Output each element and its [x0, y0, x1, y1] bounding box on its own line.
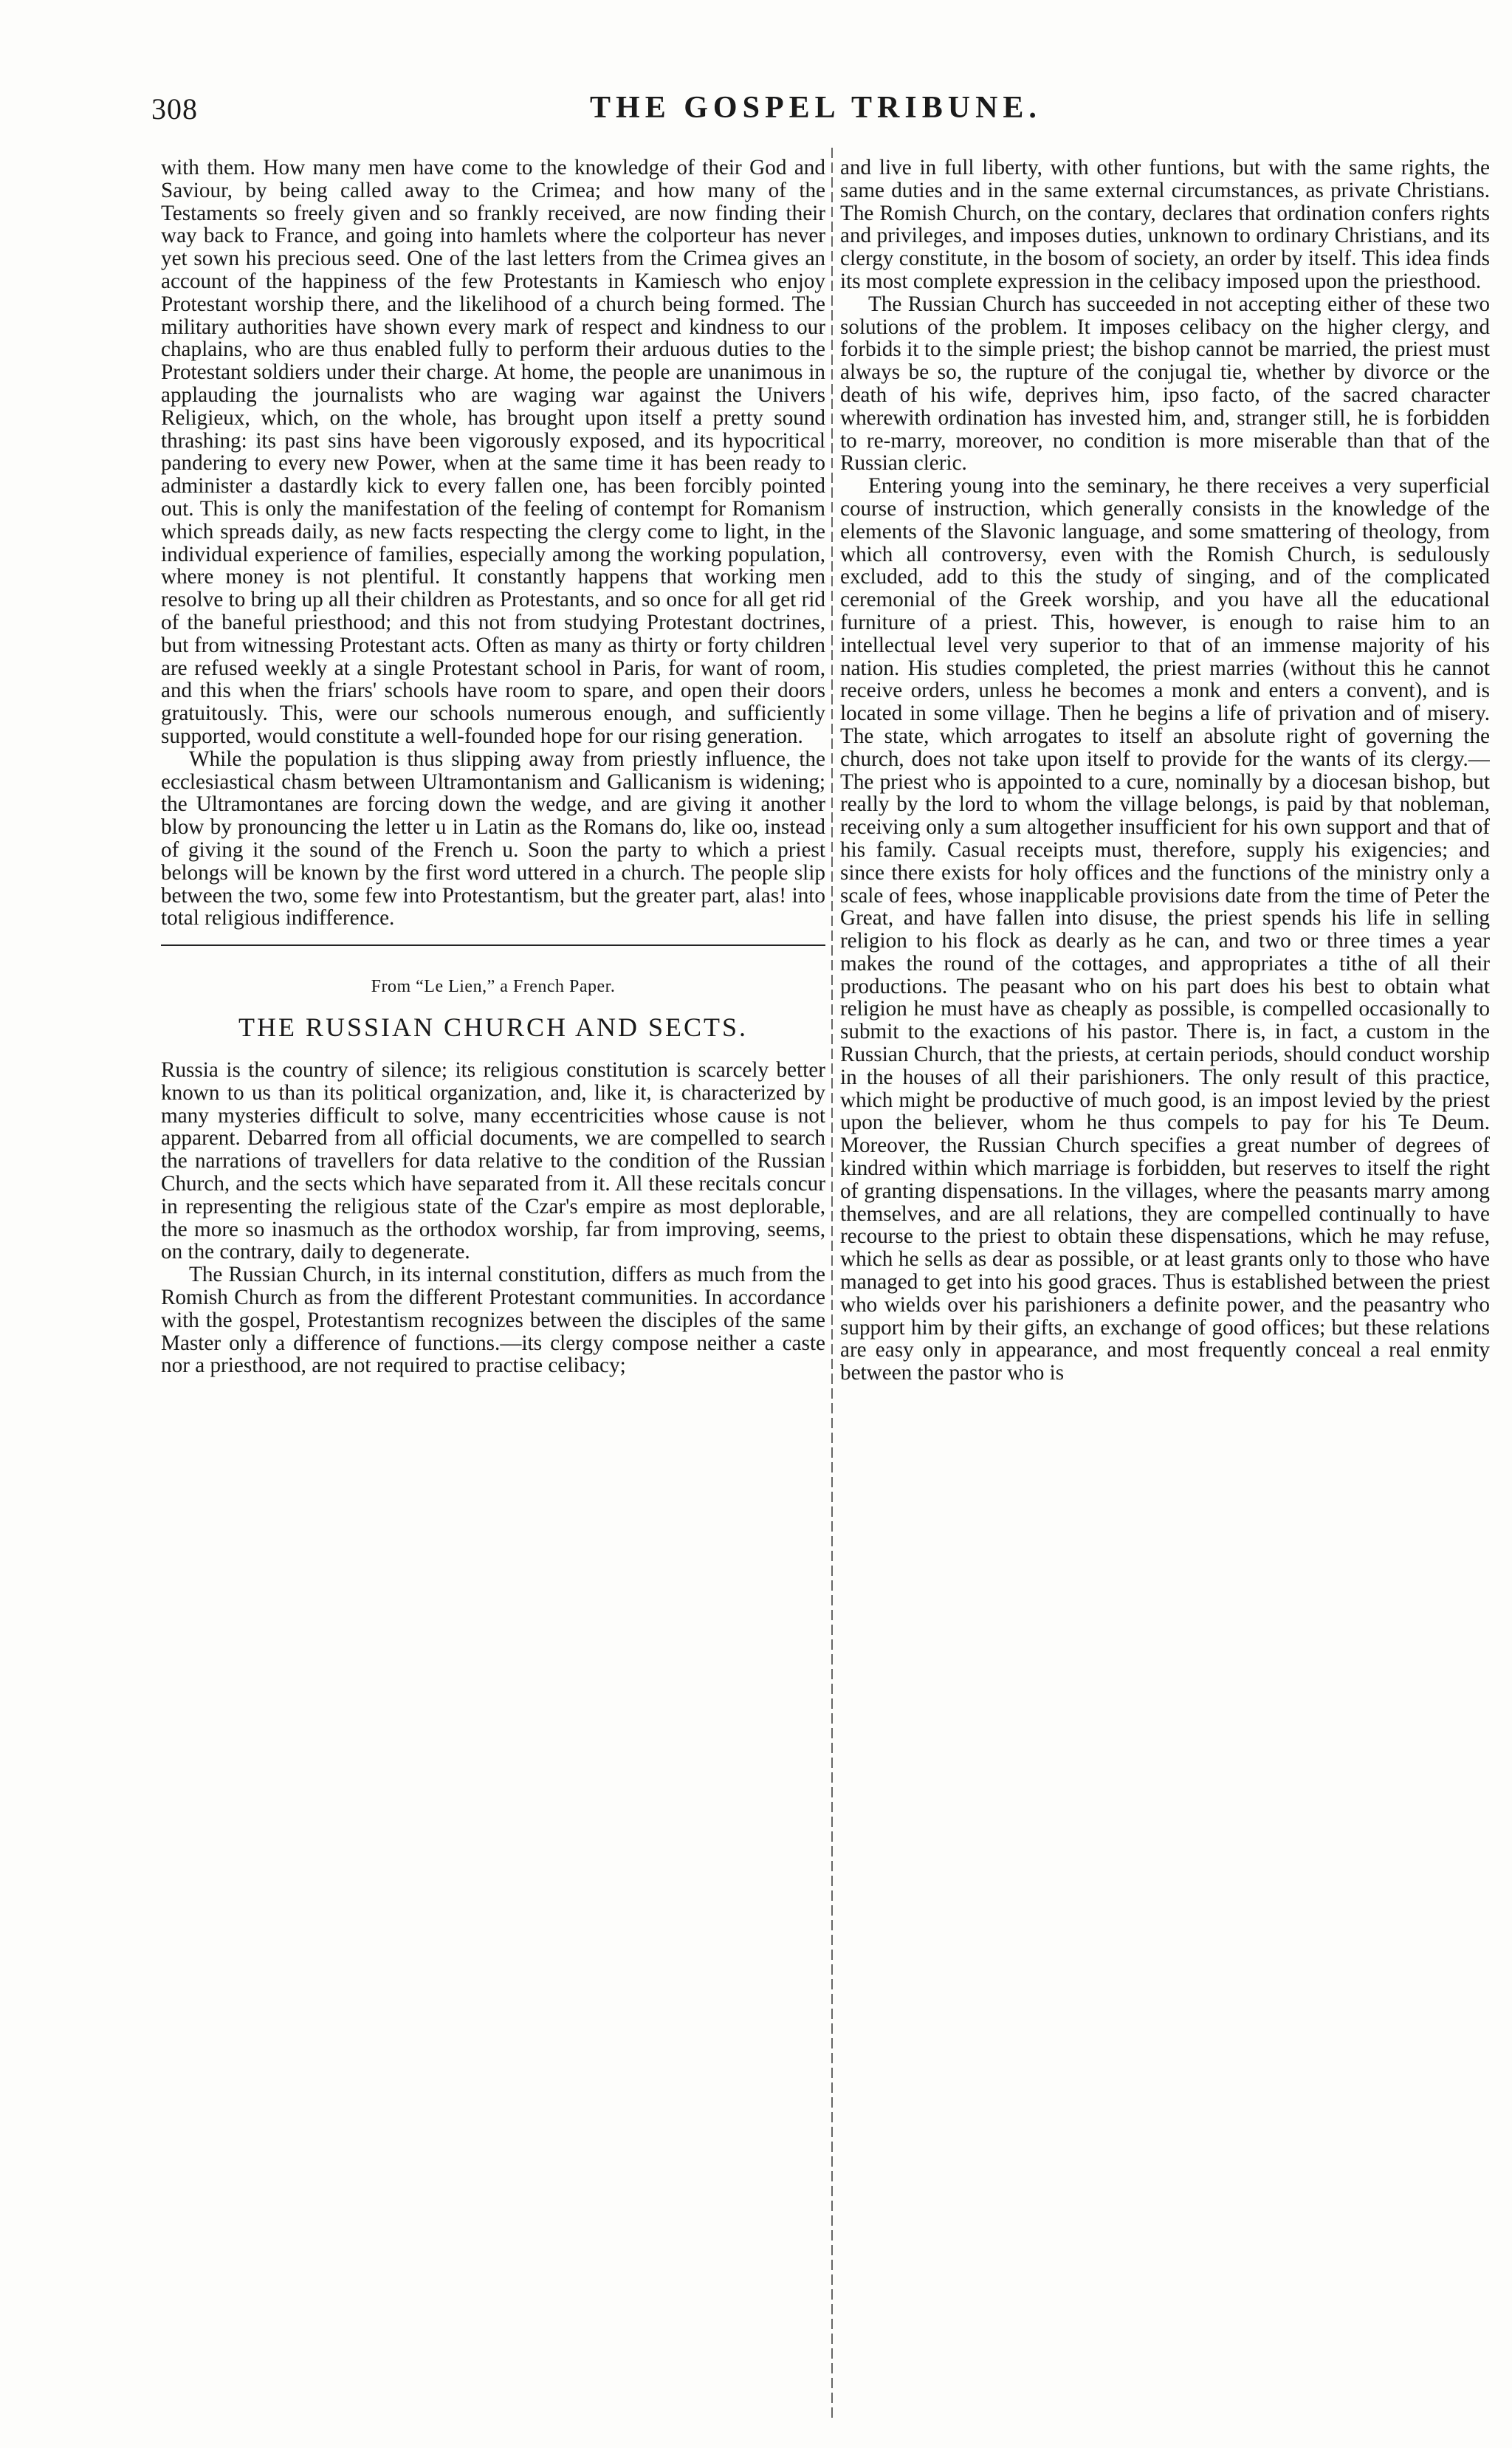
- section-divider: [161, 944, 825, 946]
- body-paragraph: with them. How many men have come to the knowledge of their God and Saviour, by being called away to the Crimea; and how many of the Testaments so freely given and so frankly received, are now finding their way back to France, and going into hamlets where the colporteur has never yet sown his precious seed. One of the last letters from the Crimea gives an account of the happiness of the few Protestants in Kamiesch who enjoy Protestant worship there, and the likelihood of a church being formed. The military authorities have shown every mark of respect and kindness to our chaplains, who are thus enabled fully to perform their arduous duties to the Protestant soldiers under their charge. At home, the people are unanimous in applauding the journalists who are waging war against the Univers Religieux, which, on the whole, has brought upon itself a pretty sound thrashing: its past sins have been vigorously exposed, and its hypocritical pandering to every new Power, when at the same time it has been ready to administer a dastardly kick to every fallen one, has been forcibly pointed out. This is only the manifestation of the feeling of contempt for Romanism which spreads daily, as new facts respecting the clergy come to light, in the individual experience of families, especially among the working population, where money is not plentiful. It constantly happens that working men resolve to bring up all their children as Protestants, and so once for all get rid of the baneful priesthood; and this not from studying Protestant doctrines, but from witnessing Protestant acts. Often as many as thirty or forty children are refused weekly at a single Protestant school in Paris, for want of room, and this when the friars' schools have room to spare, and open their doors gratuitously. This, were our schools numerous enough, and sufficiently supported, would constitute a well-founded hope for our rising generation.: [161, 157, 825, 748]
- running-title: THE GOSPEL TRIBUNE.: [590, 91, 1042, 125]
- body-paragraph: The Russian Church has succeeded in not accepting either of these two solutions of the problem. It imposes celibacy on the higher clergy, and forbids it to the simple priest; the bishop cannot be married, the priest must always be so, the rupture of the conjugal tie, whether by divorce or the death of his wife, deprives him, ipso facto, of the sacred character wherewith ordination has invested him, and, stranger still, he is forbidden to re-marry, moreover, no condition is more miserable than that of the Russian cleric.: [840, 292, 1490, 476]
- body-paragraph: Entering young into the seminary, he there receives a very superficial course of instruction, which generally consists in the knowledge of the elements of the Slavonic language, and some smattering of theology, from which all controversy, even with the Romish Church, is sedulously excluded, add to this the study of singing, and of the complicated ceremonial of the Greek worship, and you have all the educational furniture of a priest. This, however, is enough to raise him to an intellectual level very superior to that of an immense majority of his nation. His studies completed, the priest marries (without this he cannot receive orders, unless he becomes a monk and enters a convent), and is located in some village. Then he begins a life of privation and of misery. The state, which arrogates to itself an absolute right of governing the church, does not take upon itself to provide for the wants of its clergy.—The priest who is appointed to a cure, nominally by a diocesan bishop, but really by the lord to whom the village belongs, is paid by that nobleman, receiving only a sum altogether insufficient for his own support and that of his family. Casual receipts must, therefore, supply his exigencies; and since there exists for holy offices and the functions of the ministry only a scale of fees, whose inapplicable provisions date from the time of Peter the Great, and have fallen into disuse, the priest spends his life in selling religion to his flock as dearly as he can, and two or three times a year makes the round of the cottages, and appropriates a tithe of all their productions. The peasant who on his part does his best to obtain what religion he must have as cheaply as possible, is compelled occasionally to submit to the exactions of his pastor. There is, in fact, a custom in the Russian Church, that the priests, at certain periods, should conduct worship in the houses of all their parishioners. The only result of this practice, which might be productive of much good, is an impost levied by the priest upon the believer, whom he thus compels to pay for his Te Deum. Moreover, the Russian Church specifies a great number of degrees of kindred within which marriage is forbidden, but reserves to itself the right of granting dispensations. In the villages, where the peasants marry among themselves, and are all relations, they are compelled continually to have recourse to the priest to obtain these dispensations, which he may refuse, which he sells as dear as possible, or at least grants only to those who have managed to get into his good graces. Thus is established between the priest who wields over his parishioners a definite power, and the peasantry who support him by their gifts, an exchange of good offices; but these relations are easy only in appearance, and most frequently conceal a real enmity between the pastor who is: [840, 474, 1490, 1385]
- article-source: From “Le Lien,” a French Paper.: [371, 977, 616, 997]
- page-header: [151, 87, 1480, 131]
- column-divider: [831, 148, 833, 2422]
- article-paragraph: The Russian Church, in its internal constitution, differs as much from the Romish Church as from the different Protestant communities. In accordance with the gospel, Protestantism recognizes between the disciples of the same Master only a difference of functions.—its clergy compose neither a caste nor a priesthood, are not required to practise celibacy;: [161, 1263, 825, 1378]
- right-column: [840, 157, 1490, 2416]
- left-column: [161, 157, 825, 2416]
- body-paragraph: While the population is thus slipping away from priestly influence, the ecclesiastical chasm between Ultramontanism and Gallicanism is widening; the Ultramontanes are forcing down the wedge, and are giving it another blow by pronouncing the letter u in Latin as the Romans do, like oo, instead of giving it the sound of the French u. Soon the party to which a priest belongs will be known by the first word uttered in a church. The people slip between the two, some few into Protestantism, but the greater part, alas! into total religious indifference.: [161, 747, 825, 930]
- page-number: 308: [151, 92, 198, 126]
- article-paragraph: Russia is the country of silence; its religious constitution is scarcely better known to us than its political organization, and, like it, is characterized by many mysteries difficult to solve, many eccentricities whose cause is not apparent. Debarred from all official documents, we are compelled to search the narrations of travellers for data relative to the condition of the Russian Church, and the sects which have separated from it. All these recitals concur in representing the religious state of the Czar's empire as most deplorable, the more so inasmuch as the orthodox worship, far from improving, seems, on the contrary, daily to degenerate.: [161, 1058, 825, 1264]
- article-title: THE RUSSIAN CHURCH AND SECTS.: [238, 1012, 749, 1043]
- body-paragraph: and live in full liberty, with other funtions, but with the same rights, the same duties and in the same external circumstances, as private Christians. The Romish Church, on the contary, declares that ordination confers rights and privileges, and imposes duties, unknown to ordinary Christians, and its clergy constitute, in the bosom of society, an order by itself. This idea finds its most complete expression in the celibacy imposed upon the priesthood.: [840, 157, 1490, 293]
